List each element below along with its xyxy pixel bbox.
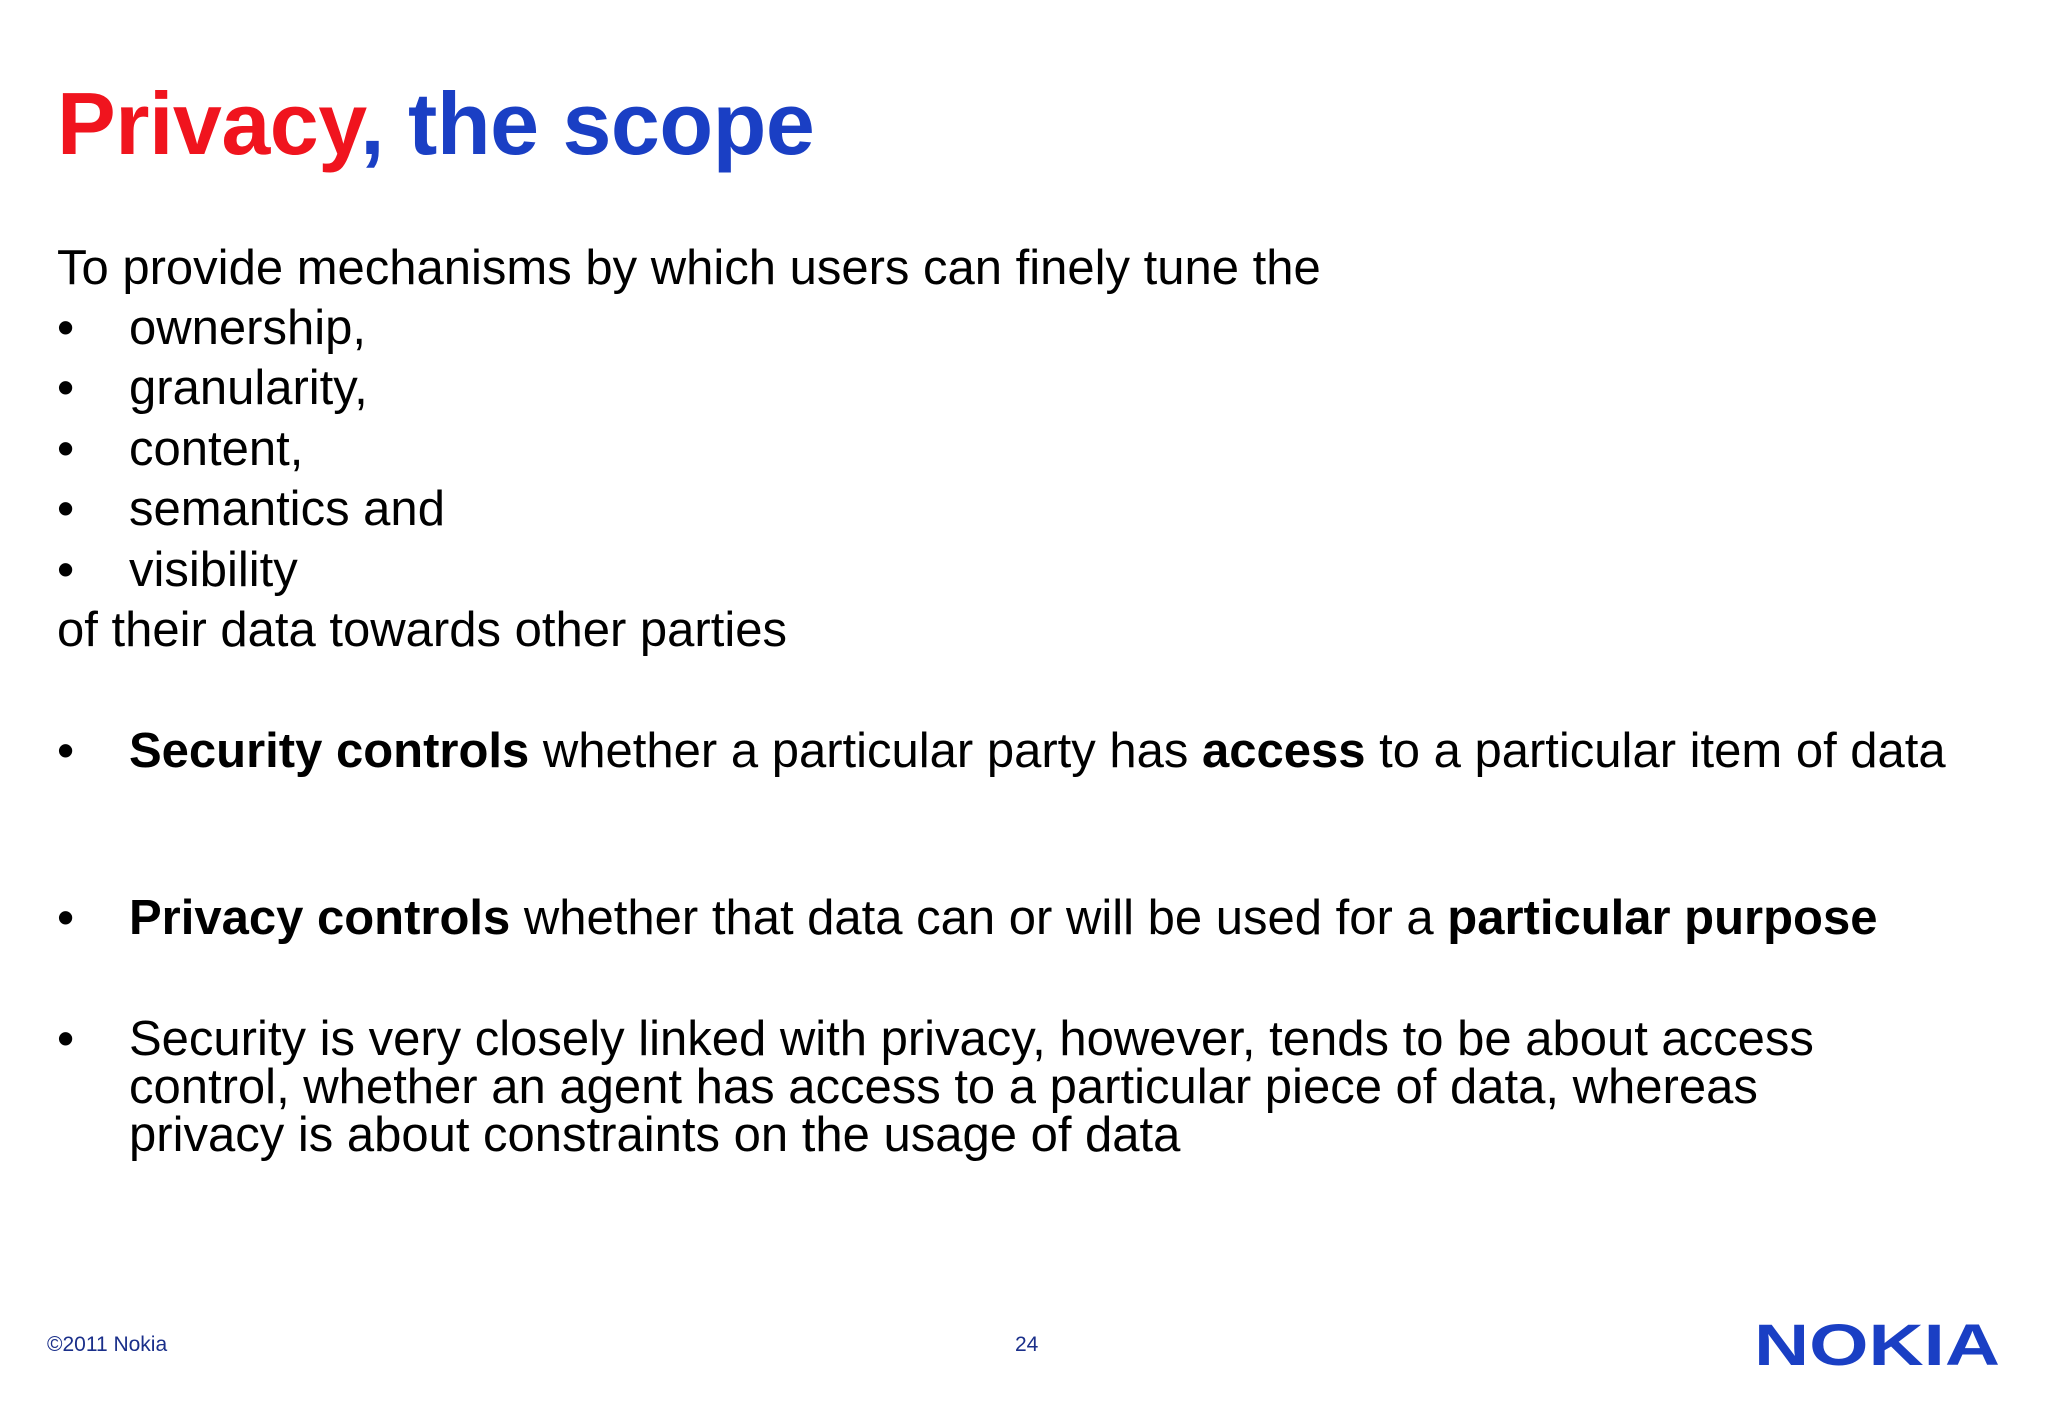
bullet-icon: •: [57, 891, 75, 945]
security-point: [57, 724, 1957, 778]
bullet-icon: •: [57, 542, 75, 597]
nokia-logo: [1752, 1318, 2002, 1372]
privacy-controls-bold: Privacy controls: [129, 891, 511, 945]
link-point-text: Security is very closely linked with privacy, however, tends to be about access control, whether an agent has access to a particular piece of data, whereas privacy is about constraints on the usage of data: [129, 1012, 1814, 1162]
privacy-point: [57, 891, 1957, 945]
closing-text: of their data towards other parties: [57, 603, 787, 657]
privacy-text-1: whether that data can or will be used for a: [510, 891, 1448, 945]
bullet-text: semantics and: [129, 482, 445, 537]
list-item: [57, 540, 445, 600]
bullet-icon: •: [57, 421, 75, 476]
bullet-icon: •: [57, 301, 75, 355]
nokia-logo-text: NOKIA: [1754, 1318, 2000, 1372]
list-item: [57, 479, 445, 539]
scope-bullet-list: [57, 298, 445, 600]
bullet-text: ownership,: [129, 301, 366, 355]
title-the-scope: , the scope: [360, 74, 815, 173]
bullet-icon: •: [57, 1012, 75, 1066]
intro-text: To provide mechanisms by which users can finely tune the: [57, 241, 1321, 295]
title-privacy: Privacy: [57, 74, 361, 173]
list-item: [57, 358, 445, 418]
copyright-text: ©2011 Nokia: [47, 1333, 168, 1356]
particular-purpose-bold: particular purpose: [1447, 891, 1878, 945]
security-point-text: [129, 724, 1969, 778]
slide-title: [57, 68, 814, 180]
security-text-1: whether a particular party has: [529, 724, 1203, 778]
access-bold: access: [1202, 724, 1366, 778]
security-text-2: to a particular item of data: [1365, 724, 1946, 778]
list-item: [57, 298, 445, 358]
security-controls-bold: Security controls: [129, 724, 530, 778]
bullet-icon: •: [57, 482, 75, 537]
page-number: 24: [1015, 1333, 1039, 1356]
bullet-text: content,: [129, 421, 304, 476]
bullet-text: visibility: [129, 542, 298, 597]
bullet-icon: •: [57, 724, 75, 778]
bullet-icon: •: [57, 361, 75, 416]
bullet-text: granularity,: [129, 361, 368, 416]
list-item: [57, 419, 445, 479]
security-privacy-link-point: [57, 1012, 1957, 1162]
privacy-point-text: [129, 891, 1969, 945]
